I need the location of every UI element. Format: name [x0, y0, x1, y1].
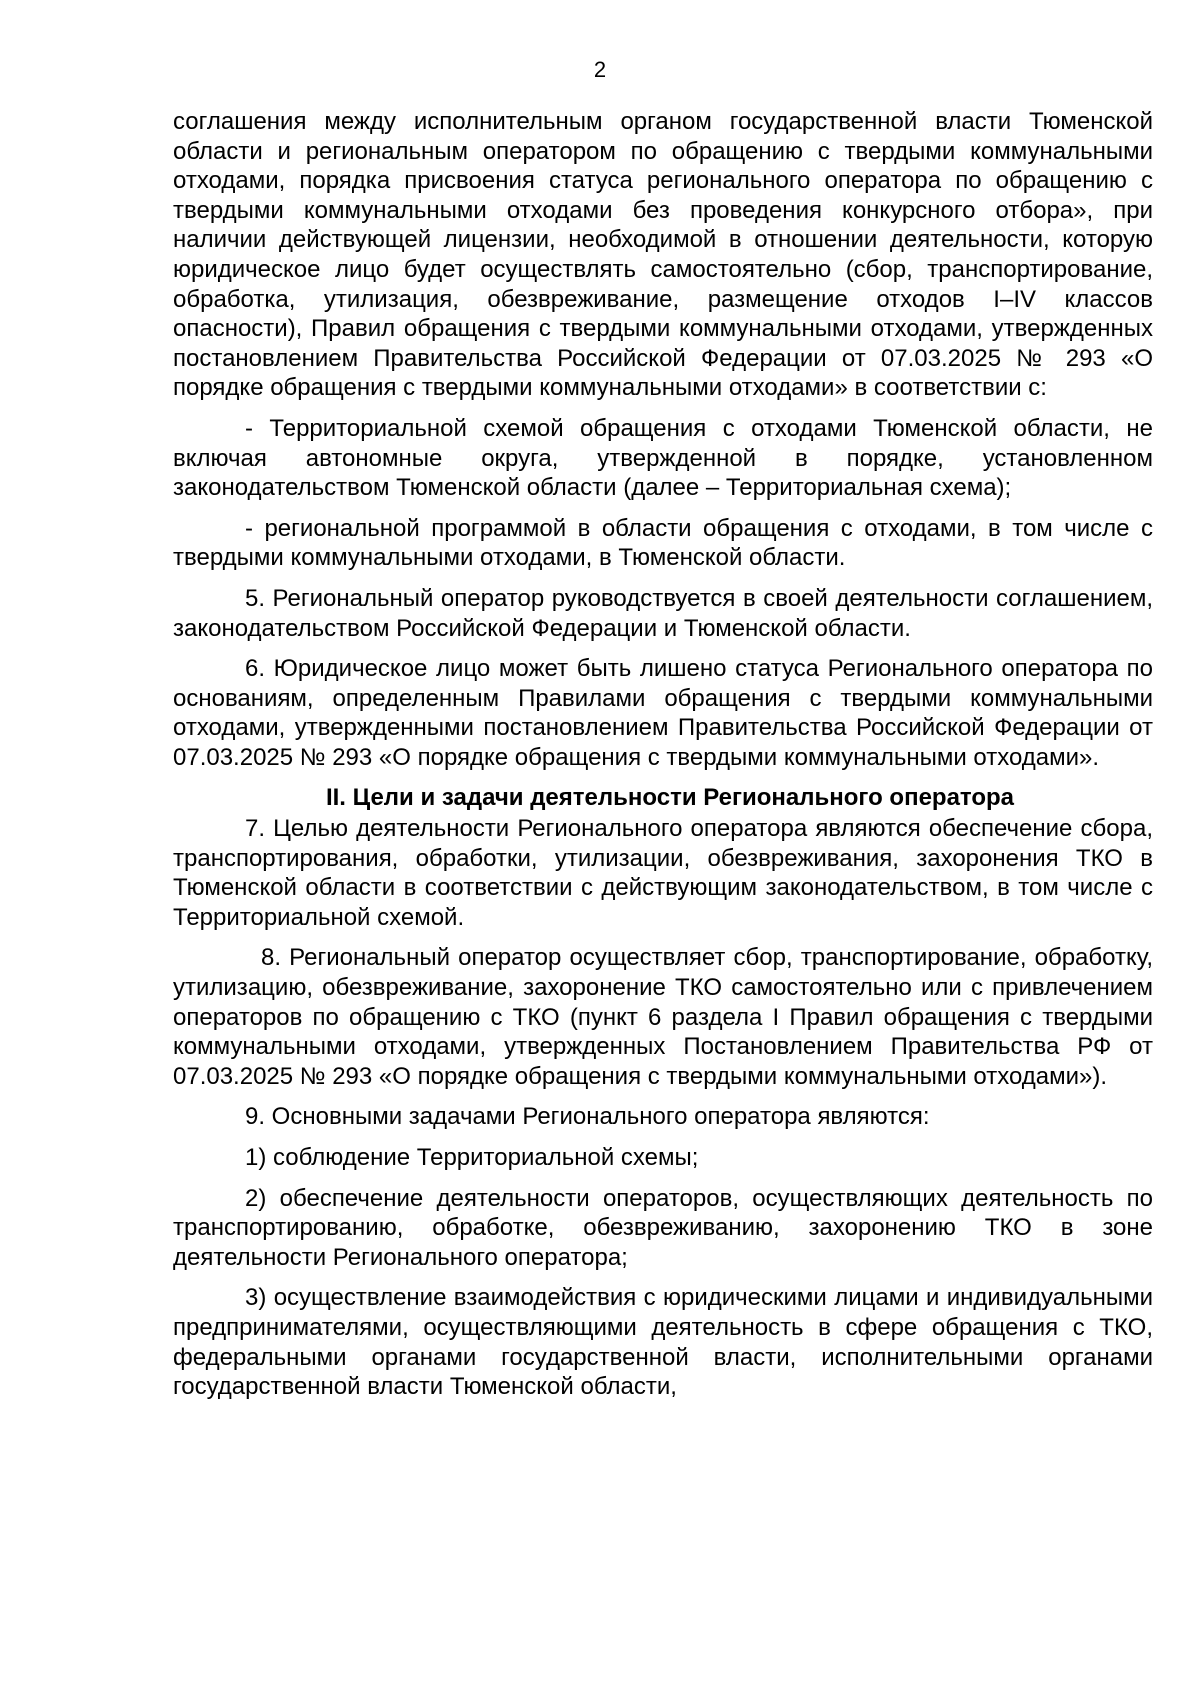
task-item-3: 3) осуществление взаимодействия с юридическими лицами и индивидуальными предпринимателями, осуществляющими деятельность в сфере обращения с ТКО, федеральными органами государственной власти, исполнительными органами государственной власти Тюменской области, [173, 1284, 1153, 1401]
clause-6: 6. Юридическое лицо может быть лишено статуса Регионального оператора по основаниям, определенным Правилами обращения с твердыми коммунальными отходами, утвержденными постановлением Правительства Российской Федерации от 07.03.2025 № 293 «О порядке обращения с твердыми коммунальными отходами». [173, 655, 1153, 771]
list-item-regional-program: - региональной программой в области обращения с отходами, в том числе с твердыми коммунальными отходами, в Тюменской области. [173, 514, 1153, 572]
section-heading: II. Цели и задачи деятельности Регионального оператора [325, 784, 1015, 812]
page-number: 2 [593, 57, 607, 82]
clause-7: 7. Целью деятельности Регионального оператора являются обеспечение сбора, транспортирования, обработки, утилизации, обезвреживания, захоронения ТКО в Тюменской области в соответствии с действующим законодательством, в том числе с Территориальной схемой. [173, 815, 1153, 931]
document-body [173, 107, 1153, 1413]
task-item-1: 1) соблюдение Территориальной схемы; [245, 1144, 699, 1171]
task-item-2: 2) обеспечение деятельности операторов, осуществляющих деятельность по транспортированию, обработке, обезвреживанию, захоронению ТКО в зоне деятельности Регионального оператора; [173, 1184, 1153, 1271]
clause-9: 9. Основными задачами Регионального оператора являются: [245, 1103, 930, 1131]
list-item-territorial-scheme: - Территориальной схемой обращения с отходами Тюменской области, не включая автономные округа, утвержденной в порядке, установленном законодательством Тюменской области (далее – Территориальная схема); [173, 414, 1153, 502]
clause-5: 5. Региональный оператор руководствуется в своей деятельности соглашением, законодательством Российской Федерации и Тюменской области. [173, 584, 1153, 642]
clause-8: 8. Региональный оператор осуществляет сбор, транспортирование, обработку, утилизацию, обезвреживание, захоронение ТКО самостоятельно или с привлечением операторов по обращению с ТКО (пункт 6 раздела I Правил обращения с твердыми коммунальными отходами, утвержденных Постановлением Правительства РФ от 07.03.2025 № 293 «О порядке обращения с твердыми коммунальными отходами»). [173, 944, 1153, 1090]
paragraph-continuation: соглашения между исполнительным органом государственной власти Тюменской области и региональным оператором по обращению с твердыми коммунальными отходами, порядка присвоения статуса регионального оператора по обращению с твердыми коммунальными отходами без проведения конкурсного отбора», при наличии действующей лицензии, необходимой в отношении деятельности, которую юридическое лицо будет осуществлять самостоятельно (сбор, транспортирование, обработка, утилизация, обезвреживание, размещение отходов I–IV классов опасности), Правил обращения с твердыми коммунальными отходами, утвержденных постановлением Правительства Российской Федерации от 07.03.2025 № 293 «О порядке обращения с твердыми коммунальными отходами» в соответствии с: [173, 108, 1153, 402]
